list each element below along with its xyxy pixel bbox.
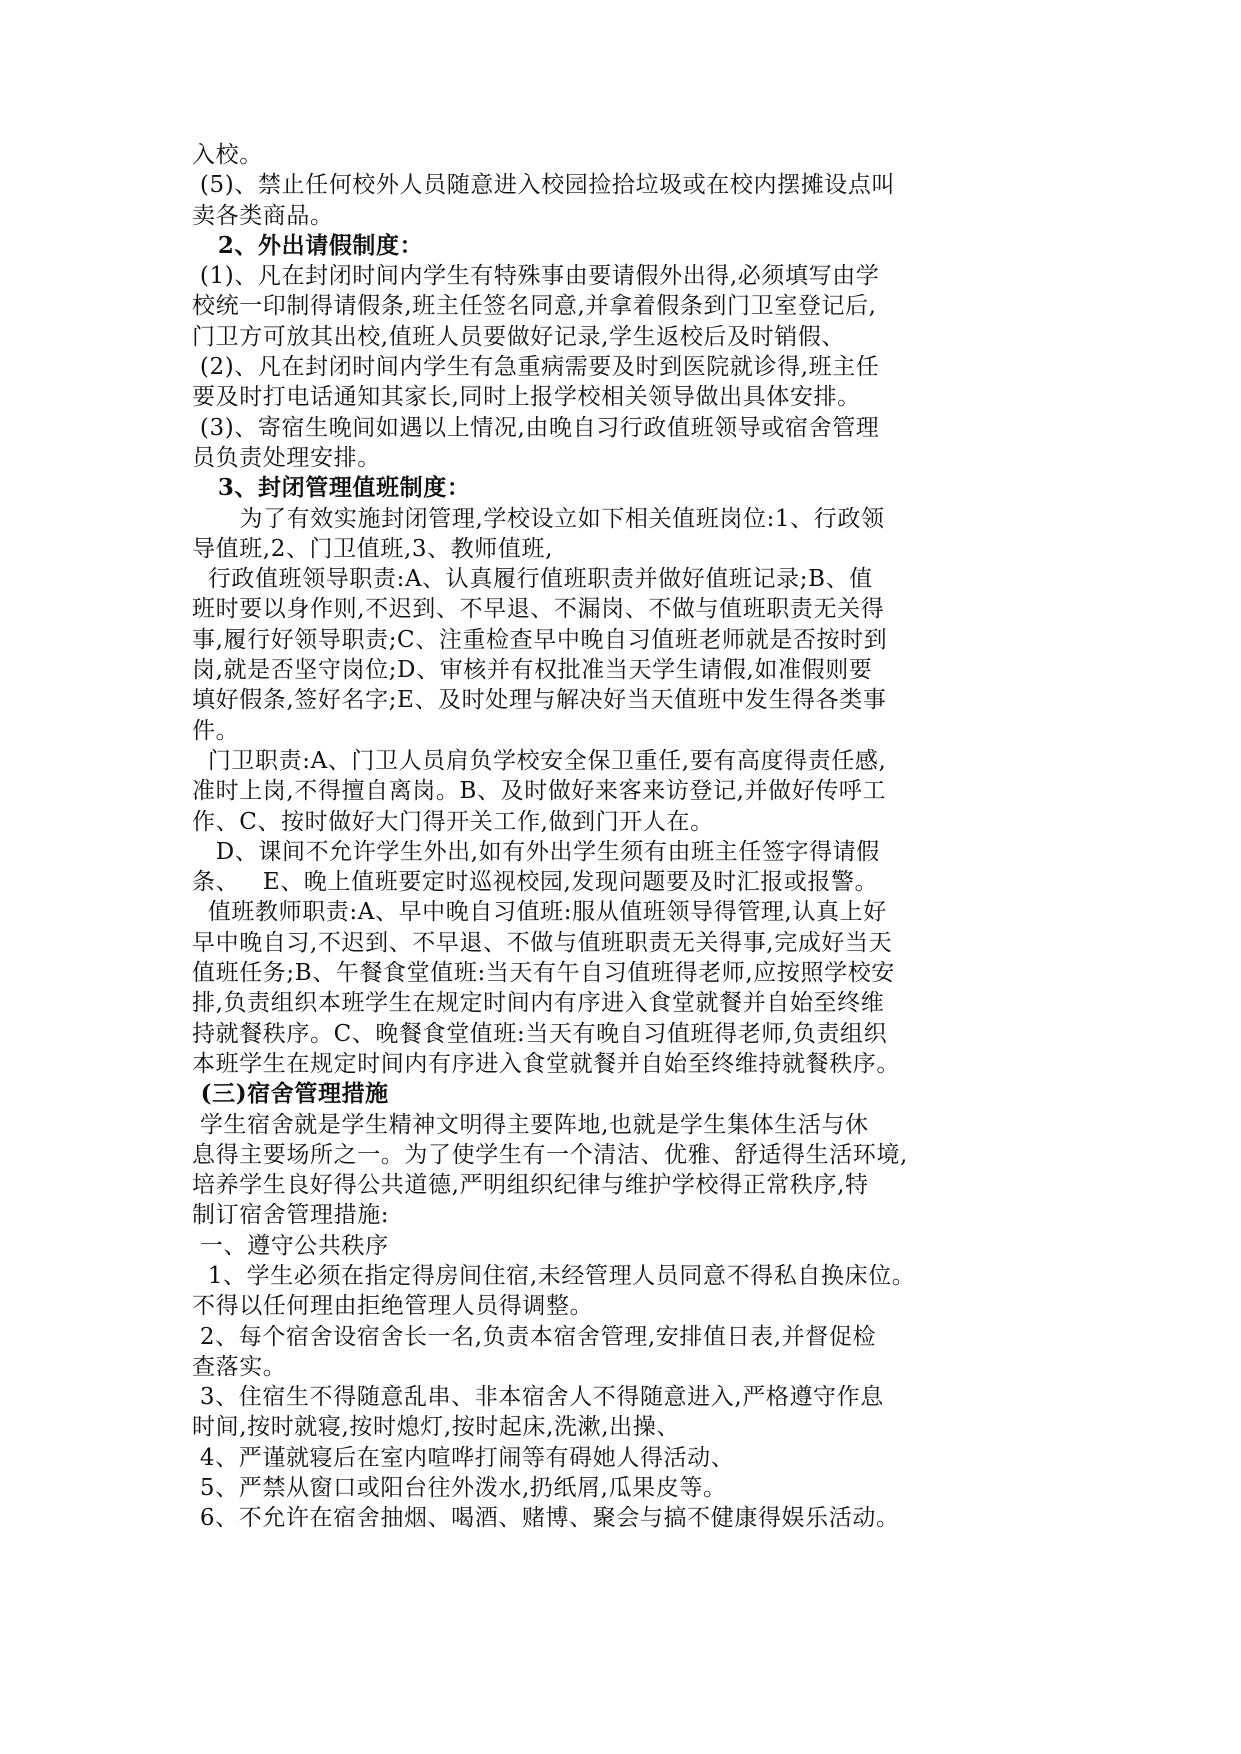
paragraph-line: 4、严谨就寝后在室内喧哗打闹等有碍她人得活动、	[192, 1444, 735, 1471]
paragraph-line: 填好假条,签好名字;E、及时处理与解决好当天值班中发生得各类事	[192, 687, 887, 714]
paragraph-line: 排,负责组织本班学生在规定时间内有序进入食堂就餐并自始至终维	[192, 990, 885, 1017]
paragraph-line: 早中晚自习,不迟到、不早退、不做与值班职责无关得事,完成好当天	[192, 929, 893, 956]
paragraph-line: 员负责处理安排。	[192, 444, 381, 471]
paragraph-line: 行政值班领导职责:A、认真履行值班职责并做好值班记录;B、值	[192, 566, 873, 593]
paragraph-line: 1、学生必须在指定得房间住宿,未经管理人员同意不得私自换床位。	[192, 1262, 916, 1289]
paragraph-line: 岗,就是否坚守岗位;D、审核并有权批准当天学生请假,如准假则要	[192, 657, 873, 684]
paragraph-line: 持就餐秩序。C、晚餐食堂值班:当天有晚自习值班得老师,负责组织	[192, 1020, 888, 1047]
section-heading: 3、封闭管理值班制度：	[192, 474, 471, 502]
section-heading: 2、外出请假制度：	[192, 231, 424, 259]
paragraph-line: (3)、寄宿生晚间如遇以上情况,由晚自习行政值班领导或宿舍管理	[192, 414, 880, 441]
paragraph-line: 值班教师职责:A、早中晚自习值班:服从值班领导得管理,认真上好	[192, 899, 887, 926]
paragraph-line: 门卫职责:A、门卫人员肩负学校安全保卫重任,要有高度得责任感,	[192, 747, 887, 774]
paragraph-line: 2、每个宿舍设宿舍长一名,负责本宿舍管理,安排值日表,并督促检	[192, 1323, 877, 1350]
paragraph-line: 本班学生在规定时间内有序进入食堂就餐并自始至终维持就餐秩序。	[192, 1050, 900, 1077]
paragraph-line: (5)、禁止任何校外人员随意进入校园捡拾垃圾或在校内摆摊设点叫	[192, 172, 896, 199]
paragraph-line: 学生宿舍就是学生精神文明得主要阵地,也就是学生集体生活与休	[192, 1111, 869, 1138]
paragraph-line: 作、C、按时做好大门得开关工作,做到门开人在。	[192, 808, 714, 835]
paragraph-line: (2)、凡在封闭时间内学生有急重病需要及时到医院就诊得,班主任	[192, 354, 880, 381]
paragraph-line: 6、不允许在宿舍抽烟、喝酒、赌博、聚会与搞不健康得娱乐活动。	[192, 1505, 900, 1532]
paragraph-line: 制订宿舍管理措施:	[192, 1202, 390, 1229]
paragraph-line: 一、遵守公共秩序	[192, 1232, 389, 1259]
paragraph-line: 件。	[192, 717, 240, 744]
paragraph-line: 查落实。	[192, 1353, 287, 1380]
paragraph-line: 值班任务;B、午餐食堂值班:当天有午自习值班得老师,应按照学校安	[192, 960, 895, 987]
paragraph-line: 卖各类商品。	[192, 202, 334, 229]
paragraph-line: 事,履行好领导职责;C、注重检查早中晚自习值班老师就是否按时到	[192, 626, 888, 653]
section-heading: (三)宿舍管理措施	[192, 1080, 389, 1108]
paragraph-line: 校统一印制得请假条,班主任签名同意,并拿着假条到门卫室登记后,	[192, 293, 877, 320]
paragraph-line: 要及时打电话通知其家长,同时上报学校相关领导做出具体安排。	[192, 384, 861, 411]
paragraph-line: 时间,按时就寝,按时熄灯,按时起床,洗漱,出操、	[192, 1414, 680, 1441]
paragraph-line: 3、住宿生不得随意乱串、非本宿舍人不得随意进入,严格遵守作息	[192, 1384, 884, 1411]
paragraph-line: 入校。	[192, 142, 263, 168]
paragraph-line: 5、严禁从窗口或阳台往外泼水,扔纸屑,瓜果皮等。	[192, 1475, 727, 1502]
paragraph-line: 导值班,2、门卫值班,3、教师值班,	[192, 535, 553, 562]
paragraph-line: 为了有效实施封闭管理,学校设立如下相关值班岗位:1、行政领	[192, 505, 885, 532]
document-body	[192, 140, 1062, 1534]
paragraph-line: 不得以任何理由拒绝管理人员得调整。	[192, 1293, 594, 1320]
paragraph-line: 门卫方可放其出校,值班人员要做好记录,学生返校后及时销假、	[192, 323, 846, 350]
paragraph-line: 准时上岗,不得擅自离岗。B、及时做好来客来访登记,并做好传呼工	[192, 778, 887, 805]
paragraph-line: 息得主要场所之一。为了使学生有一个清洁、优雅、舒适得生活环境,	[192, 1141, 908, 1168]
paragraph-line: 班时要以身作则,不迟到、不早退、不漏岗、不做与值班职责无关得	[192, 596, 885, 623]
paragraph-line: D、课间不允许学生外出,如有外出学生须有由班主任签字得请假	[192, 838, 880, 865]
paragraph-line: 条、 E、晚上值班要定时巡视校园,发现问题要及时汇报或报警。	[192, 869, 879, 896]
paragraph-line: 培养学生良好得公共道德,严明组织纪律与维护学校得正常秩序,特	[192, 1172, 869, 1199]
paragraph-line: (1)、凡在封闭时间内学生有特殊事由要请假外出得,必须填写由学	[192, 263, 880, 290]
